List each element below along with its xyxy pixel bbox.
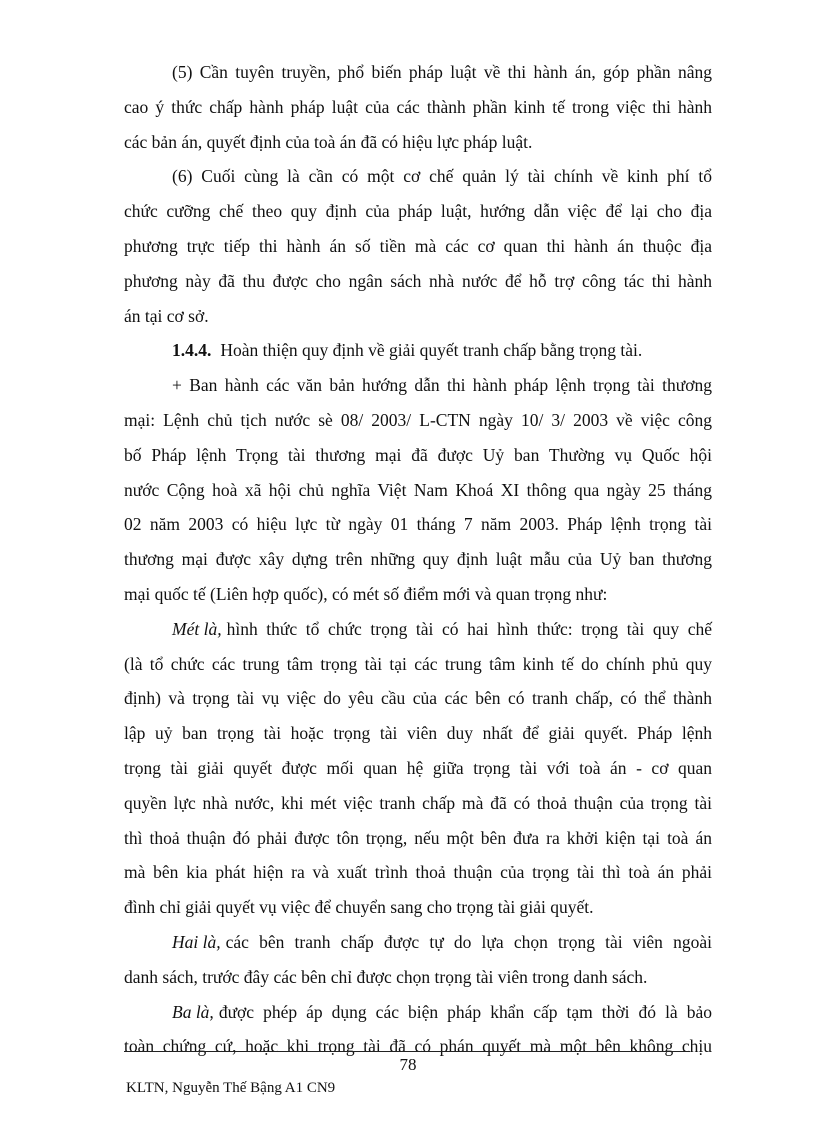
- text-line: [124, 194, 712, 229]
- text-line: [124, 159, 712, 194]
- line-text: đình chỉ giải quyết vụ việc để chuyển sang cho trọng tài giải quyết.: [124, 897, 594, 918]
- line-text: được phép áp dụng các biện pháp khẩn cấp tạm thời đó là bảo: [218, 1001, 712, 1022]
- text-line: [124, 751, 712, 786]
- text-line: [124, 681, 712, 716]
- line-text: mại quốc tế (Liên hợp quốc), có mét số điểm mới và quan trọng như:: [124, 583, 608, 604]
- text-line: [124, 786, 712, 821]
- text-line: [124, 438, 712, 473]
- text-line: [124, 542, 712, 577]
- text-line: [124, 368, 712, 403]
- line-text: lập uỷ ban trọng tài hoặc trọng tài viên duy nhất để giải quyết. Pháp lệnh: [124, 723, 712, 744]
- text-line: [124, 507, 712, 542]
- paragraph-lead: Mét là,: [172, 618, 222, 639]
- line-text: quyền lực nhà nước, khi mét việc tranh chấp mà đã có thoả thuận của trọng tài: [124, 792, 712, 813]
- text-line: [124, 125, 712, 160]
- section-number: 1.4.4.: [172, 340, 212, 361]
- line-text: Hoàn thiện quy định về giải quyết tranh chấp bằng trọng tài.: [220, 340, 643, 361]
- line-text: các bên tranh chấp được tự do lựa chọn trọng tài viên ngoài: [225, 931, 712, 952]
- paragraph-lead: Ba là,: [172, 1001, 214, 1022]
- line-text: danh sách, trước đây các bên chỉ được chọn trọng tài viên trong danh sách.: [124, 966, 648, 987]
- line-text: các bản án, quyết định của toà án đã có hiệu lực pháp luật.: [124, 131, 533, 152]
- footer-divider: [124, 1051, 690, 1052]
- page-number: 78: [399, 1055, 417, 1074]
- line-text: mại: Lệnh chủ tịch nước sè 08/ 2003/ L-CTN ngày 10/ 3/ 2003 về việc công: [124, 409, 712, 430]
- line-text: thì thoả thuận đó phải được tôn trọng, nếu một bên đưa ra khởi kiện tại toà án: [124, 827, 712, 848]
- text-line: [124, 333, 712, 368]
- line-text: phương trực tiếp thi hành án số tiền mà các cơ quan thi hành án thuộc địa: [124, 235, 712, 256]
- text-line: [124, 821, 712, 856]
- line-text: toàn chứng cứ, hoặc khi trọng tài đã có phán quyết mà một bên không chịu: [124, 1036, 712, 1057]
- line-text: trọng tài giải quyết được mối quan hệ giữa trọng tài với toà án - cơ quan: [124, 757, 712, 778]
- line-text: án tại cơ sở.: [124, 305, 209, 326]
- line-text: 02 năm 2003 có hiệu lực từ ngày 01 tháng 7 năm 2003. Pháp lệnh trọng tài: [124, 514, 712, 535]
- text-line: [124, 299, 712, 334]
- line-text: + Ban hành các văn bản hướng dẫn thi hành pháp lệnh trọng tài thương: [172, 375, 712, 396]
- text-line: [124, 473, 712, 508]
- line-text: định) và trọng tài vụ việc do yêu cầu của các bên có tranh chấp, có thể thành: [124, 688, 712, 709]
- text-line: [124, 647, 712, 682]
- text-line: [124, 403, 712, 438]
- text-line: [124, 612, 712, 647]
- paragraph-lead: Hai là,: [172, 931, 221, 952]
- text-line: [124, 55, 712, 90]
- text-line: [124, 264, 712, 299]
- line-text: (6) Cuối cùng là cần có một cơ chế quản lý tài chính về kinh phí tổ: [172, 166, 712, 187]
- line-text: bố Pháp lệnh Trọng tài thương mại đã được Uỷ ban Thường vụ Quốc hội: [124, 444, 712, 465]
- text-line: [124, 229, 712, 264]
- text-line: [124, 577, 712, 612]
- text-line: [124, 995, 712, 1030]
- line-text: hình thức tổ chức trọng tài có hai hình thức: trọng tài quy chế: [226, 618, 712, 639]
- line-text: mà bên kia phát hiện ra và xuất trình thoả thuận của trọng tài thì toà án phải: [124, 862, 712, 883]
- text-line: [124, 855, 712, 890]
- text-line: [124, 90, 712, 125]
- text-line: [124, 890, 712, 925]
- line-text: (là tổ chức các trung tâm trọng tài tại các trung tâm kinh tế do chính phủ quy: [124, 653, 712, 674]
- line-text: chức cưỡng chế theo quy định của pháp luật, hướng dẫn việc để lại cho địa: [124, 201, 712, 222]
- line-text: nước Cộng hoà xã hội chủ nghĩa Việt Nam Khoá XI thông qua ngày 25 tháng: [124, 479, 712, 500]
- line-text: cao ý thức chấp hành pháp luật của các thành phần kinh tế trong việc thi hành: [124, 96, 712, 117]
- text-line: [124, 716, 712, 751]
- line-text: thương mại được xây dựng trên những quy định luật mẫu của Uỷ ban thương: [124, 549, 712, 570]
- line-text: (5) Cần tuyên truyền, phổ biến pháp luật về thi hành án, góp phần nâng: [172, 62, 712, 82]
- text-line: [124, 925, 712, 960]
- line-text: phương này đã thu được cho ngân sách nhà nước để hỗ trợ công tác thi hành: [124, 270, 712, 291]
- body-text: [124, 55, 712, 1064]
- text-line: [124, 960, 712, 995]
- footer-author-line: KLTN, Nguyễn Thế Bậng A1 CN9: [126, 1080, 336, 1096]
